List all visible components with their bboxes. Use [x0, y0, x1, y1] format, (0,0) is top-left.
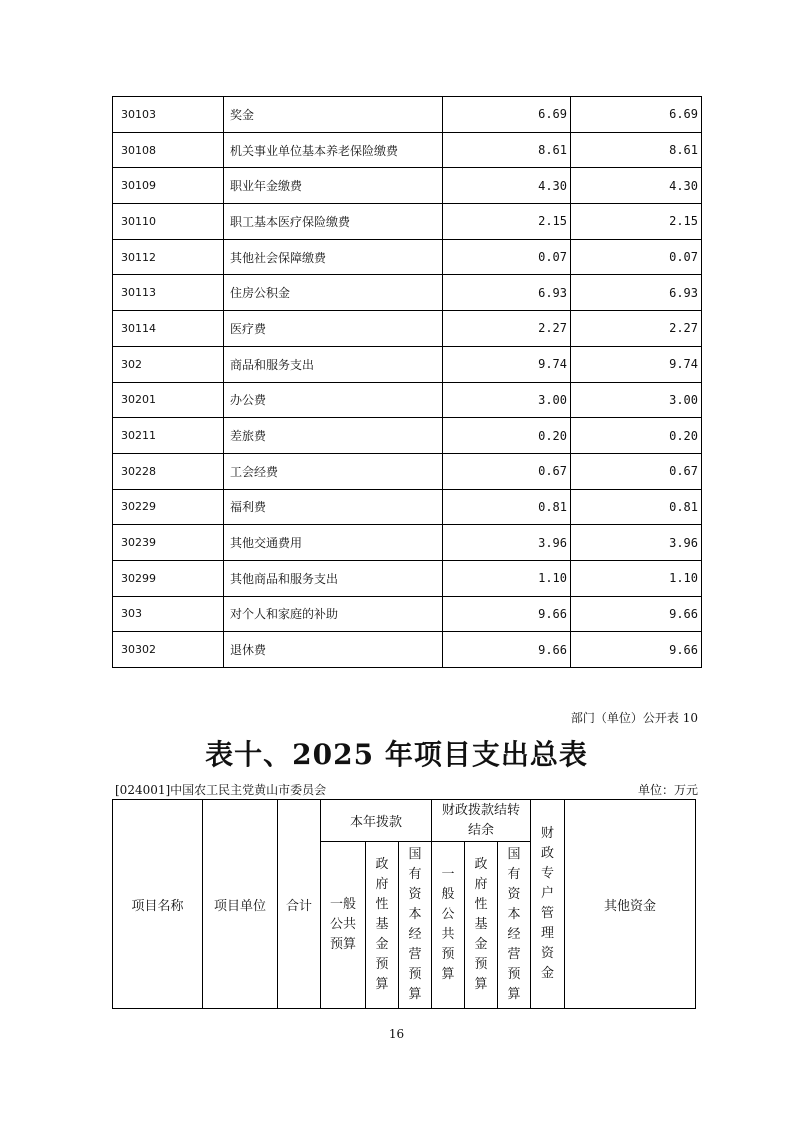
row-name: 办公费: [224, 382, 443, 418]
table-row: [113, 275, 702, 311]
row-amount-1: 3.96: [443, 525, 571, 561]
header-state-capital-text: 国有资本经营预算: [408, 847, 422, 1002]
header-carry-gov-fund-text: 政府性基金预算: [474, 857, 488, 992]
header-gov-fund-text: 政府性基金预算: [375, 857, 389, 992]
row-name: 退休费: [224, 632, 443, 668]
row-code: 30229: [113, 489, 224, 525]
table-row: [113, 489, 702, 525]
header-state-capital: [399, 842, 432, 1009]
row-amount-1: 2.27: [443, 311, 571, 347]
table-row: [113, 132, 702, 168]
row-name: 工会经费: [224, 453, 443, 489]
row-amount-2: 0.07: [571, 239, 702, 275]
header-gov-fund: [366, 842, 399, 1009]
row-amount-1: 1.10: [443, 560, 571, 596]
row-amount-2: 0.81: [571, 489, 702, 525]
row-name: 职业年金缴费: [224, 168, 443, 204]
row-amount-2: 2.27: [571, 311, 702, 347]
table-row: [113, 382, 702, 418]
header-special-account: [531, 800, 565, 1009]
header-carryover-text: 财政拨款结转结余: [441, 802, 520, 838]
row-name: 福利费: [224, 489, 443, 525]
row-amount-2: 6.93: [571, 275, 702, 311]
department-name: [024001]中国农工民主党黄山市委员会: [115, 783, 327, 797]
project-expense-table: [112, 799, 696, 1009]
header-other-funds: 其他资金: [565, 800, 696, 1009]
row-name: 奖金: [224, 97, 443, 133]
row-code: 302: [113, 346, 224, 382]
header-current-year: 本年拨款: [321, 800, 432, 842]
table-row: [113, 346, 702, 382]
row-code: 30211: [113, 418, 224, 454]
header-project-name: 项目名称: [113, 800, 203, 1009]
row-amount-1: 0.20: [443, 418, 571, 454]
header-carry-state-capital-text: 国有资本经营预算: [507, 847, 521, 1002]
header-carry-gov-fund: [465, 842, 498, 1009]
row-amount-2: 2.15: [571, 204, 702, 240]
header-carry-state-capital: [498, 842, 531, 1009]
row-name: 其他商品和服务支出: [224, 560, 443, 596]
table-row: [113, 560, 702, 596]
row-amount-2: 3.96: [571, 525, 702, 561]
row-amount-1: 2.15: [443, 204, 571, 240]
row-amount-2: 0.20: [571, 418, 702, 454]
row-amount-2: 4.30: [571, 168, 702, 204]
row-amount-1: 0.67: [443, 453, 571, 489]
row-name: 差旅费: [224, 418, 443, 454]
row-code: 30114: [113, 311, 224, 347]
table-row: [113, 168, 702, 204]
row-code: 30201: [113, 382, 224, 418]
row-amount-2: 9.66: [571, 596, 702, 632]
header-general-budget: [321, 842, 366, 1009]
table-row: [113, 632, 702, 668]
row-amount-1: 9.74: [443, 346, 571, 382]
header-carryover: [432, 800, 531, 842]
row-amount-1: 8.61: [443, 132, 571, 168]
row-amount-2: 0.67: [571, 453, 702, 489]
header-general-budget-text: 一般公共预算: [329, 897, 356, 952]
row-amount-2: 1.10: [571, 560, 702, 596]
row-amount-2: 9.66: [571, 632, 702, 668]
row-amount-1: 9.66: [443, 632, 571, 668]
row-name: 医疗费: [224, 311, 443, 347]
header-project-unit: 项目单位: [203, 800, 278, 1009]
row-amount-1: 4.30: [443, 168, 571, 204]
row-code: 30239: [113, 525, 224, 561]
row-code: 30228: [113, 453, 224, 489]
row-code: 30299: [113, 560, 224, 596]
row-amount-2: 6.69: [571, 97, 702, 133]
row-amount-2: 9.74: [571, 346, 702, 382]
header-carry-general: [432, 842, 465, 1009]
row-name: 机关事业单位基本养老保险缴费: [224, 132, 443, 168]
header-total: 合计: [278, 800, 321, 1009]
row-amount-1: 6.93: [443, 275, 571, 311]
table-row: [113, 453, 702, 489]
row-amount-2: 3.00: [571, 382, 702, 418]
table-row: [113, 418, 702, 454]
row-code: 303: [113, 596, 224, 632]
row-amount-1: 0.81: [443, 489, 571, 525]
unit-label: 单位：万元: [637, 783, 698, 797]
row-name: 职工基本医疗保险缴费: [224, 204, 443, 240]
row-name: 商品和服务支出: [224, 346, 443, 382]
table-row: [113, 596, 702, 632]
row-name: 对个人和家庭的补助: [224, 596, 443, 632]
header-carry-general-text: 一般公共预算: [441, 867, 455, 982]
row-amount-2: 8.61: [571, 132, 702, 168]
table-row: [113, 525, 702, 561]
row-code: 30110: [113, 204, 224, 240]
expense-detail-body: [113, 97, 702, 668]
row-name: 住房公积金: [224, 275, 443, 311]
table-row: [113, 311, 702, 347]
row-amount-1: 9.66: [443, 596, 571, 632]
row-amount-1: 3.00: [443, 382, 571, 418]
row-code: 30302: [113, 632, 224, 668]
row-amount-1: 0.07: [443, 239, 571, 275]
expense-detail-table: [112, 96, 702, 668]
header-special-account-text: 财政专户管理资金: [540, 826, 554, 981]
table-row: [113, 239, 702, 275]
row-amount-1: 6.69: [443, 97, 571, 133]
row-code: 30113: [113, 275, 224, 311]
page-title: 表十、2025 年项目支出总表: [205, 738, 588, 771]
table-label: 部门（单位）公开表 10: [570, 711, 698, 725]
row-name: 其他社会保障缴费: [224, 239, 443, 275]
row-name: 其他交通费用: [224, 525, 443, 561]
row-code: 30103: [113, 97, 224, 133]
page-number: 16: [388, 1027, 405, 1041]
table-row: [113, 97, 702, 133]
row-code: 30112: [113, 239, 224, 275]
row-code: 30108: [113, 132, 224, 168]
table-row: [113, 204, 702, 240]
row-code: 30109: [113, 168, 224, 204]
